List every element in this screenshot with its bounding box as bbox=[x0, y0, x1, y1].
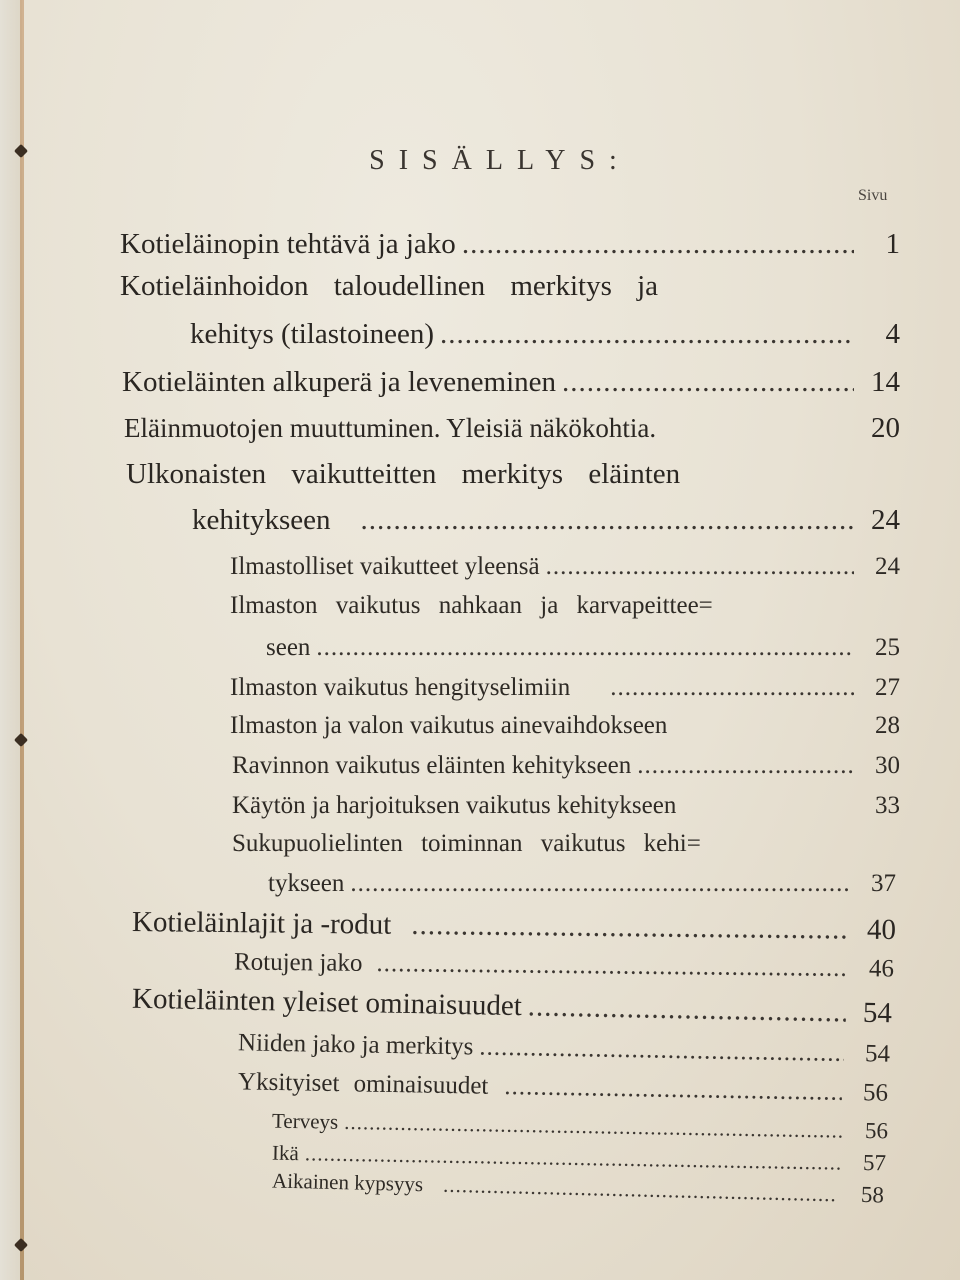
toc-entry-title: seen bbox=[266, 634, 311, 661]
toc-entry-page: 46 bbox=[868, 955, 895, 983]
leader-dots bbox=[376, 950, 848, 983]
toc-entry-title: tykseen bbox=[268, 870, 345, 897]
toc-entry bbox=[230, 712, 900, 740]
toc-entry-continuation bbox=[268, 870, 896, 898]
toc-entry-title: kehitys (tilastoineen) bbox=[190, 318, 435, 350]
leader-dots bbox=[350, 870, 850, 898]
page-column-label: Sivu bbox=[858, 187, 888, 204]
toc-entry bbox=[120, 270, 845, 303]
toc-entry-title: Sukupuolielinten toiminnan vaikutus kehi= bbox=[232, 830, 701, 857]
toc-entry-title: Käytön ja harjoituksen vaikutus kehitykseen bbox=[232, 792, 677, 819]
toc-entry bbox=[230, 674, 900, 702]
toc-entry bbox=[232, 830, 842, 858]
leader-dots bbox=[361, 504, 854, 537]
toc-entry-page: 25 bbox=[875, 634, 900, 661]
toc-entry bbox=[120, 228, 900, 261]
toc-entry-title: Kotieläinten alkuperä ja leveneminen bbox=[122, 366, 557, 398]
toc-entry-page: 37 bbox=[871, 870, 896, 897]
leader-dots bbox=[637, 752, 854, 780]
toc-entry-title: Eläinmuotojen muuttuminen. Yleisiä näkökohtia. bbox=[124, 413, 657, 443]
leader-dots bbox=[462, 228, 854, 261]
toc-entry-page: 56 bbox=[864, 1117, 889, 1144]
toc-entry bbox=[232, 792, 900, 820]
toc-entry-title: Yksityiset ominaisuudet bbox=[237, 1068, 489, 1100]
toc-entry bbox=[124, 412, 900, 445]
leader-dots bbox=[440, 318, 854, 351]
toc-entry-page: 14 bbox=[871, 366, 900, 398]
leader-dots bbox=[546, 553, 854, 581]
toc-entry-page: 30 bbox=[875, 752, 900, 779]
book-spine-crease bbox=[20, 0, 24, 1280]
toc-entry-title: Kotieläinlajit ja -rodut bbox=[131, 906, 392, 941]
toc-entry-title: kehitykseen bbox=[192, 504, 331, 536]
leader-dots bbox=[504, 1073, 842, 1107]
toc-entry-title: Ikä bbox=[271, 1140, 300, 1166]
toc-entry-continuation bbox=[192, 504, 900, 537]
toc-entry bbox=[122, 366, 900, 399]
toc-entry-title: Ulkonaisten vaikutteitten merkitys eläinten bbox=[126, 458, 681, 490]
toc-entry-continuation bbox=[266, 634, 900, 662]
toc-entry-title: Ilmaston vaikutus nahkaan ja karvapeittee= bbox=[230, 592, 713, 619]
toc-title: SISÄLLYS: bbox=[369, 145, 631, 176]
toc-entry-page: 40 bbox=[866, 913, 897, 946]
toc-entry-title: Rotujen jako bbox=[233, 948, 363, 977]
toc-entry-page: 33 bbox=[875, 792, 900, 819]
toc-entry-page: 54 bbox=[864, 1040, 891, 1068]
leader-dots bbox=[610, 674, 854, 702]
toc-entry-title: Kotieläinten yleiset ominaisuudet bbox=[131, 982, 523, 1023]
toc-entry bbox=[230, 553, 900, 581]
toc-entry bbox=[126, 458, 844, 491]
leader-dots bbox=[527, 990, 846, 1029]
toc-entry-page: 24 bbox=[875, 553, 900, 580]
toc-entry-page: 4 bbox=[885, 318, 900, 350]
toc-entry-title: Aikainen kypsyys bbox=[271, 1168, 424, 1197]
leader-dots bbox=[562, 366, 854, 399]
toc-entry-page: 28 bbox=[875, 712, 900, 739]
toc-entry-title: Ilmaston vaikutus hengityselimiin bbox=[230, 674, 571, 701]
toc-entry-title: Ilmastolliset vaikutteet yleensä bbox=[230, 553, 540, 580]
toc-entry-page: 58 bbox=[860, 1181, 885, 1208]
leader-dots bbox=[316, 634, 854, 662]
toc-entry-title: Niiden jako ja merkitys bbox=[237, 1029, 474, 1061]
toc-entry-title: Kotieläinhoidon taloudellinen merkitys ja bbox=[120, 270, 659, 302]
toc-entry bbox=[230, 592, 842, 620]
adjacent-page-edge bbox=[0, 0, 22, 1280]
toc-entry-title: Ilmaston ja valon vaikutus ainevaihdokseen bbox=[230, 712, 668, 739]
toc-entry-page: 24 bbox=[871, 504, 900, 536]
toc-entry-page: 54 bbox=[862, 996, 893, 1030]
toc-entry-continuation bbox=[190, 318, 900, 351]
toc-entry-page: 20 bbox=[871, 412, 900, 444]
toc-entry-page: 56 bbox=[862, 1079, 889, 1107]
toc-entry-page: 27 bbox=[875, 674, 900, 701]
toc-entry-page: 57 bbox=[862, 1149, 887, 1176]
toc-entry-title: Ravinnon vaikutus eläinten kehitykseen bbox=[232, 752, 632, 779]
toc-entry bbox=[232, 752, 900, 780]
toc-entry-title: Kotieläinopin tehtävä ja jako bbox=[120, 228, 456, 260]
leader-dots bbox=[411, 909, 850, 947]
toc-entry-page: 1 bbox=[885, 228, 900, 260]
toc-entry-title: Terveys bbox=[271, 1108, 339, 1134]
